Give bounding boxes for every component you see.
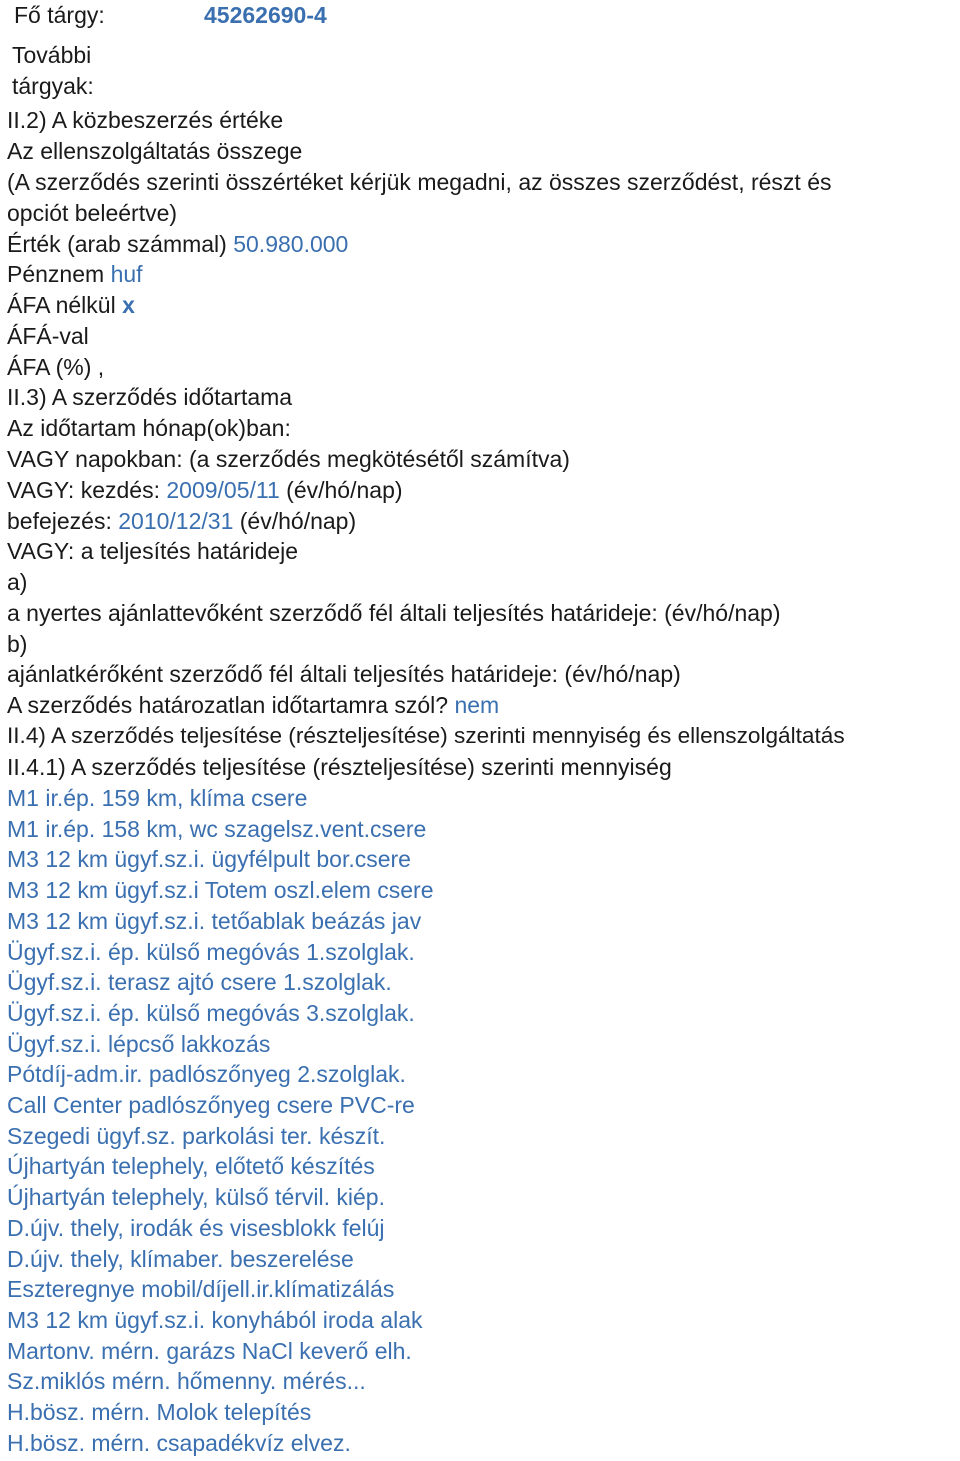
value-amount: 50.980.000 — [233, 231, 349, 257]
quantity-item: Újhartyán telephely, előtető készítés — [7, 1153, 375, 1180]
section-ii4-heading: II.4) A szerződés teljesítése (részteljesítése) szerinti mennyiség és ellenszolgáltatás — [7, 723, 845, 748]
deadline-a-text: a nyertes ajánlattevőként szerződő fél általi teljesítés határideje: (év/hó/nap) — [7, 600, 781, 626]
quantity-item: Ügyf.sz.i. terasz ajtó csere 1.szolglak. — [7, 969, 392, 996]
currency-row — [7, 259, 143, 290]
deadline-label: VAGY: a teljesítés határideje — [7, 538, 299, 564]
indefinite-label: A szerződés határozatlan időtartamra szól? — [7, 692, 449, 718]
duration-months-label: Az időtartam hónap(ok)ban: — [7, 415, 291, 441]
value-label: Érték (arab számmal) — [7, 231, 227, 257]
start-date-value: 2009/05/11 — [166, 477, 280, 503]
end-date-unit: (év/hó/nap) — [239, 508, 357, 534]
quantity-item: D.újv. thely, klímaber. beszerelése — [7, 1245, 354, 1272]
start-date-label: VAGY: kezdés: — [7, 477, 160, 503]
quantity-item: Sz.miklós mérn. hőmenny. mérés... — [7, 1368, 366, 1395]
quantity-item: M3 12 km ügyf.sz.i. ügyfélpult bor.csere — [7, 846, 411, 873]
value-note-line-1: (A szerződés szerinti összértéket kérjük megadni, az összes szerződést, részt és — [7, 169, 832, 195]
quantity-item: Ügyf.sz.i. ép. külső megóvás 3.szolglak. — [7, 999, 415, 1026]
other-subjects-label-2: tárgyak: — [12, 73, 94, 99]
currency-label: Pénznem — [7, 261, 105, 287]
vat-included-label: ÁFÁ-val — [7, 323, 89, 349]
quantity-item: Martonv. mérn. garázs NaCl keverő elh. — [7, 1337, 412, 1364]
end-date-row — [7, 506, 356, 537]
duration-days-label: VAGY napokban: (a szerződés megkötésétől számítva) — [7, 446, 570, 472]
quantity-item: H.bösz. mérn. Molok telepítés — [7, 1399, 312, 1425]
quantity-item: M1 ir.ép. 159 km, klíma csere — [7, 785, 308, 811]
vat-excluded-mark: x — [122, 292, 135, 318]
vat-excluded-label: ÁFA nélkül — [7, 292, 116, 318]
deadline-b-label: b) — [7, 631, 28, 657]
start-date-unit: (év/hó/nap) — [286, 477, 403, 503]
quantity-item: Call Center padlószőnyeg csere PVC-re — [7, 1092, 415, 1118]
section-ii3-heading: II.3) A szerződés időtartama — [7, 384, 293, 410]
quantity-item: M3 12 km ügyf.sz.i. tetőablak beázás jav — [7, 907, 422, 934]
deadline-a-label: a) — [7, 569, 28, 595]
end-date-value: 2010/12/31 — [118, 508, 234, 534]
quantity-item: M3 12 km ügyf.sz.i Totem oszl.elem csere — [7, 877, 434, 904]
indefinite-value: nem — [454, 692, 500, 718]
quantity-item: Újhartyán telephely, külső térvil. kiép. — [7, 1184, 385, 1211]
quantity-item: M1 ir.ép. 158 km, wc szagelsz.vent.csere — [7, 815, 427, 842]
main-subject-value: 45262690-4 — [204, 2, 327, 28]
end-date-label: befejezés: — [7, 508, 112, 534]
value-row — [7, 229, 348, 260]
quantity-item: Ügyf.sz.i. lépcső lakkozás — [7, 1030, 271, 1057]
currency-value: huf — [110, 261, 143, 287]
deadline-b-text: ajánlatkérőként szerződő fél általi teljesítés határideje: (év/hó/nap) — [7, 661, 681, 687]
other-subjects-label-1: További — [12, 42, 92, 68]
main-subject-value-row — [204, 0, 327, 31]
quantity-item: Szegedi ügyf.sz. parkolási ter. készít. — [7, 1122, 386, 1149]
section-ii2-heading: II.2) A közbeszerzés értéke — [7, 107, 284, 133]
quantity-item: Pótdíj-adm.ir. padlószőnyeg 2.szolglak. — [7, 1061, 406, 1088]
value-note-line-2: opciót beleértve) — [7, 200, 178, 226]
vat-percent-label: ÁFA (%) , — [7, 354, 105, 380]
consideration-label: Az ellenszolgáltatás összege — [7, 138, 303, 164]
quantity-item: D.újv. thely, irodák és visesblokk felúj — [7, 1214, 385, 1241]
quantity-item: H.bösz. mérn. csapadékvíz elvez. — [7, 1429, 351, 1456]
quantity-item: Eszteregnye mobil/díjell.ir.klímatizálás — [7, 1276, 395, 1303]
quantity-item: M3 12 km ügyf.sz.i. konyhából iroda alak — [7, 1306, 423, 1333]
start-date-row — [7, 475, 403, 506]
section-ii41-heading: II.4.1) A szerződés teljesítése (részteljesítése) szerinti mennyiség — [7, 754, 672, 780]
quantity-item: Ügyf.sz.i. ép. külső megóvás 1.szolglak. — [7, 938, 415, 965]
vat-excluded-row — [7, 290, 135, 321]
main-subject-label: Fő tárgy: — [14, 2, 105, 28]
main-subject-row — [14, 0, 105, 31]
indefinite-row — [7, 690, 499, 721]
